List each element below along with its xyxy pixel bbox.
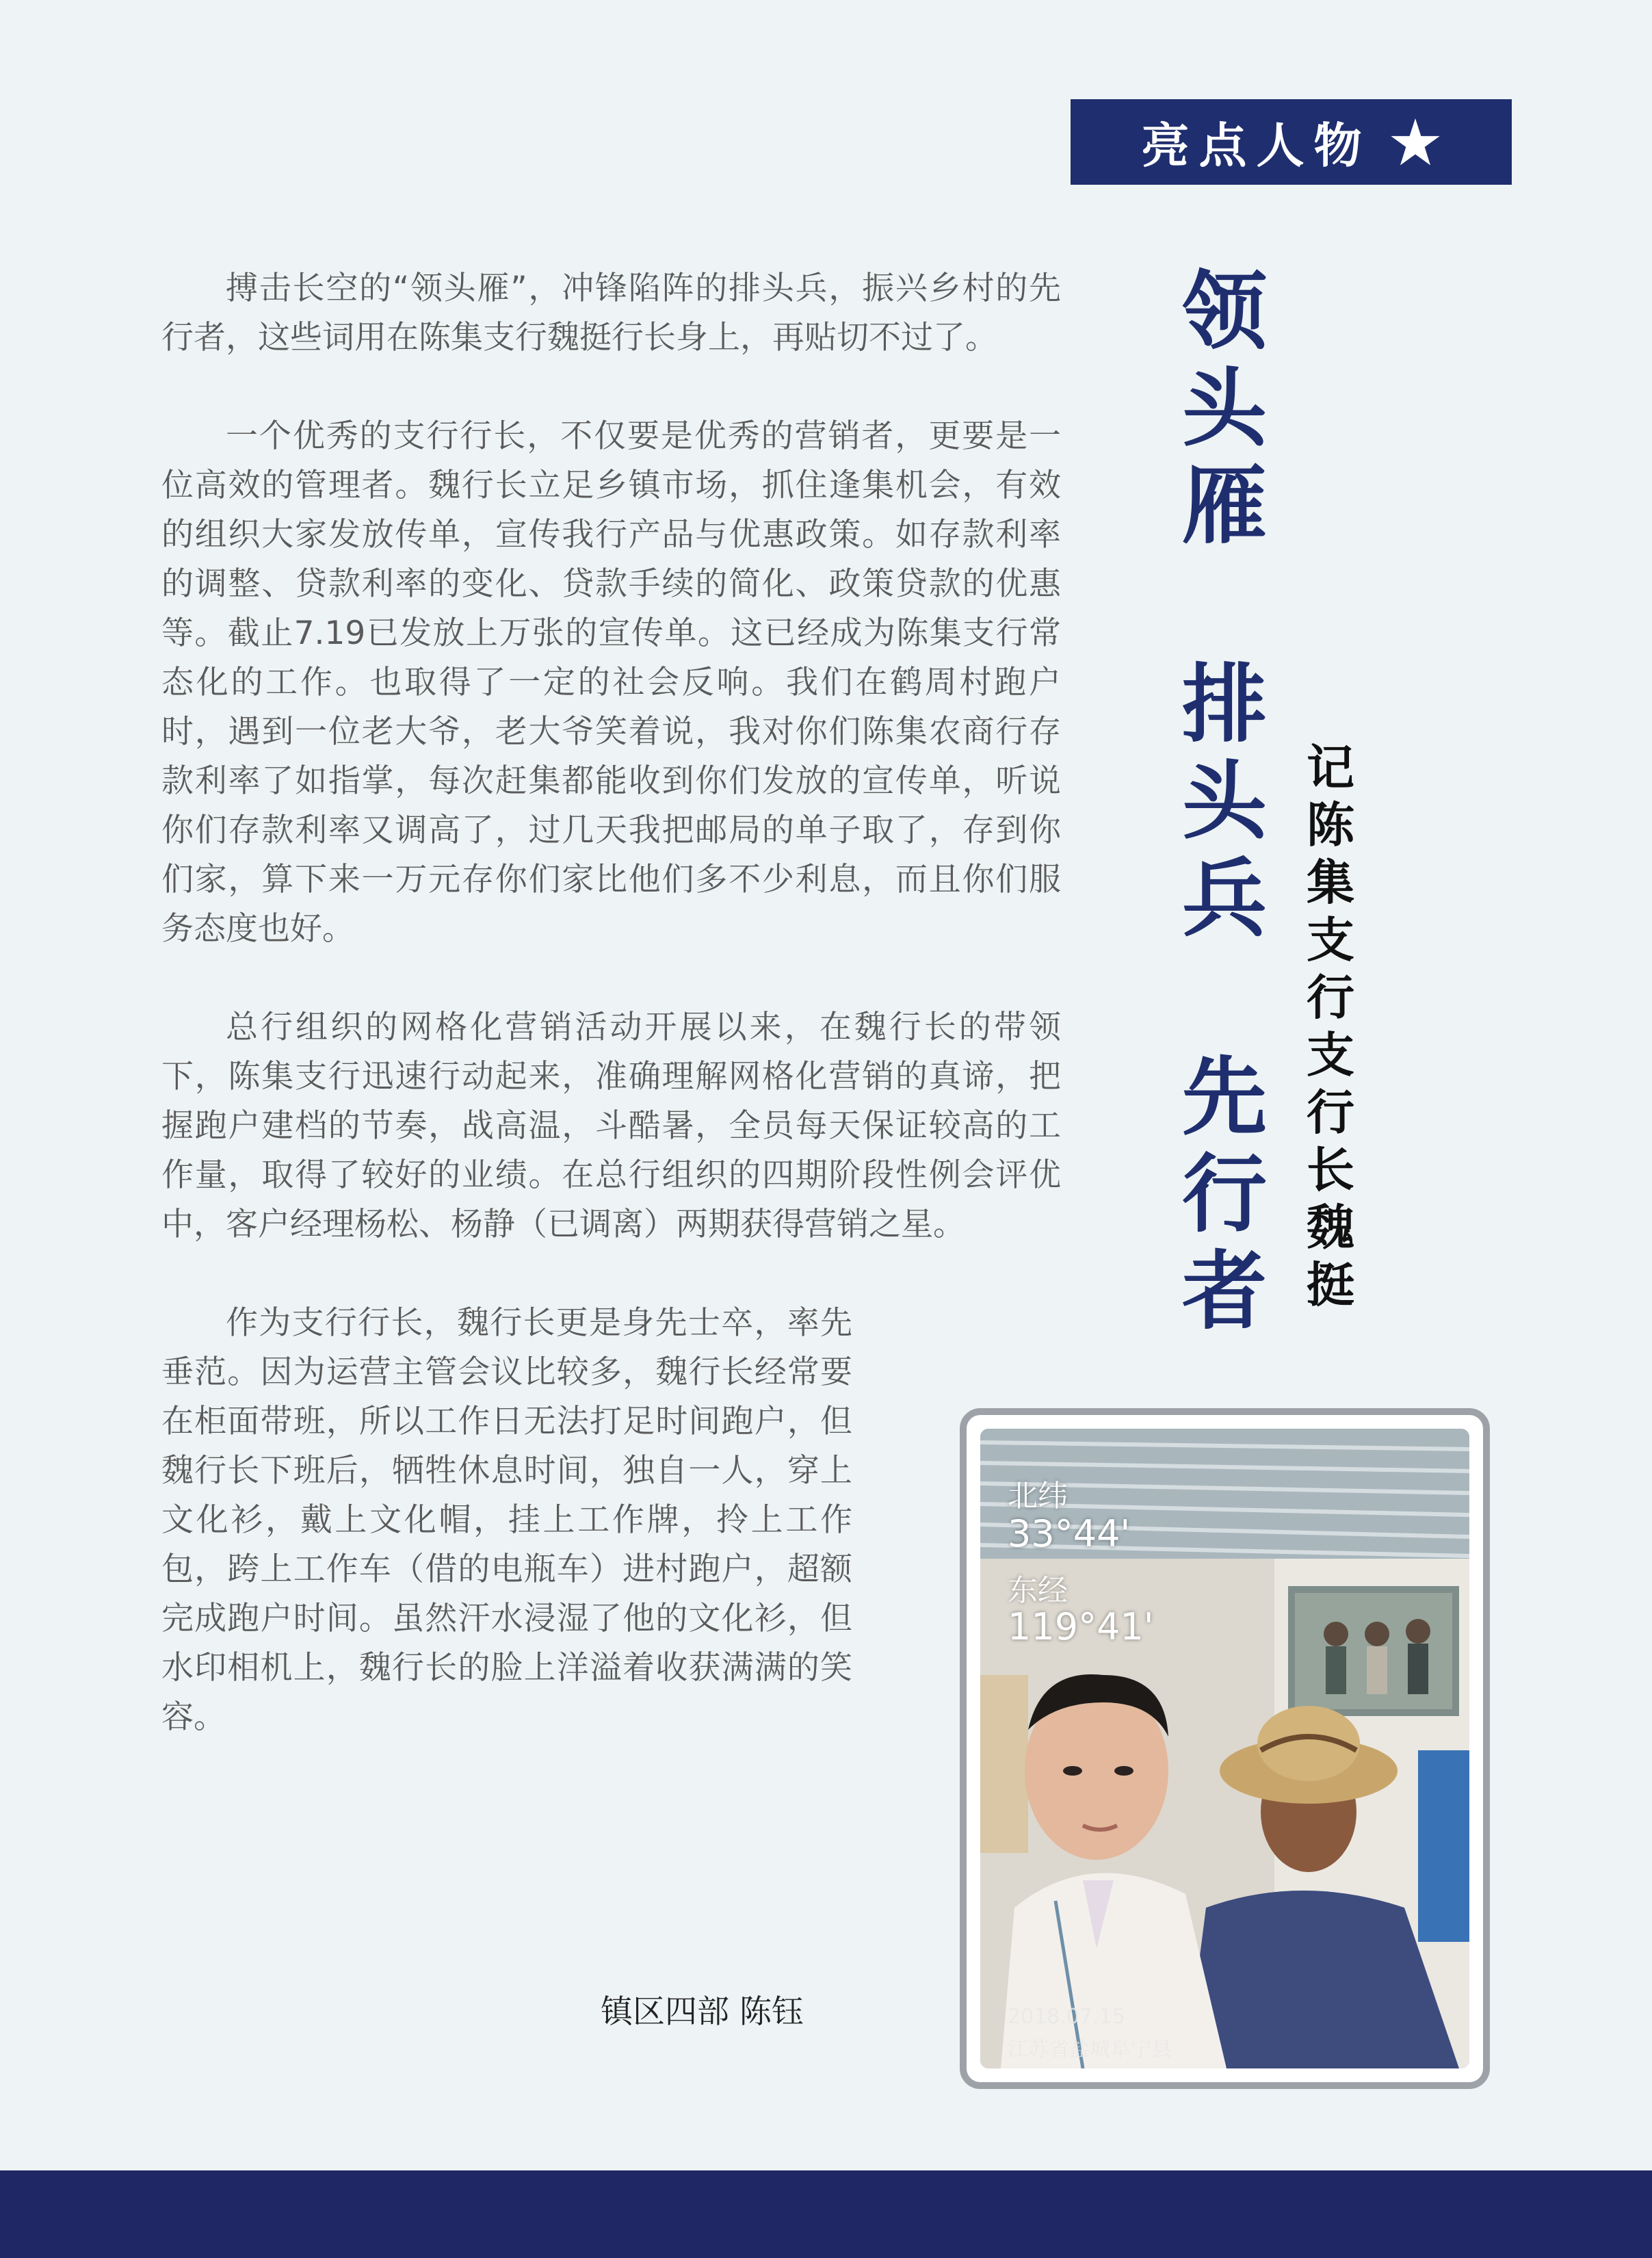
subtitle-char: 支	[1307, 911, 1354, 968]
article-paragraph: 搏击长空的“领头雁”，冲锋陷阵的排头兵，振兴乡村的先行者，这些词用在陈集支行魏挺行长身上，再贴切不过了。	[161, 270, 1061, 356]
article-paragraph: 一个优秀的支行行长，不仅要是优秀的营销者，更要是一位高效的管理者。魏行长立足乡镇市场，抓住逢集机会，有效的组织大家发放传单，宣传我行产品与优惠政策。如存款利率的调整、贷款利率的变化、贷款手续的简化、政策贷款的优惠等。截止7.19已发放上万张的宣传单。这已经成为陈集支行常态化的工作。也取得了一定的社会反响。我们在鹤周村跑户时，遇到一位老大爷，老大爷笑着说，我对你们陈集农商行存款利率了如指掌，每次赶集都能收到你们发放的宣传单，听说你们存款利率又调高了，过几天我把邮局的单子取了，存到你们家，算下来一万元存你们家比他们多不少利息，而且你们服务态度也好。	[161, 417, 1061, 948]
article-paragraph: 总行组织的网格化营销活动开展以来，在魏行长的带领下，陈集支行迅速行动起来，准确理解网格化营销的真谛，把握跑户建档的节奏，战高温，斗酷暑，全员每天保证较高的工作量，取得了较好的业绩。在总行组织的四期阶段性例会评优中，客户经理杨松、杨静（已调离）两期获得营销之星。	[161, 1009, 1061, 1243]
main-title-char: 者	[1181, 1242, 1267, 1341]
longitude-label: 东经	[1008, 1573, 1068, 1608]
main-title-char: 兵	[1181, 849, 1267, 948]
main-title-char: 雁	[1181, 456, 1267, 556]
main-title-char: 头	[1181, 752, 1267, 851]
subtitle-char: 集	[1307, 854, 1354, 911]
subtitle-char: 记	[1307, 739, 1354, 796]
main-title	[1177, 263, 1272, 1340]
article-body	[161, 264, 1061, 1791]
photo-location-stamp: 江苏省盐城阜宁县	[1008, 2038, 1172, 2062]
subtitle-char: 支	[1307, 1026, 1354, 1083]
main-title-char: 行	[1181, 1145, 1267, 1244]
main-title-char: 头	[1181, 359, 1267, 458]
main-title-char: 排	[1181, 655, 1267, 754]
header-badge-label: 亮点人物	[1141, 117, 1372, 174]
photo-date-stamp: 2018.07.15	[1008, 2005, 1125, 2029]
subtitle-char: 长	[1307, 1141, 1354, 1198]
latitude-value: 33°44'	[1008, 1512, 1131, 1555]
photo-frame	[960, 1408, 1490, 2089]
subtitle-char: 陈	[1307, 796, 1354, 853]
article-paragraph: 作为支行行长，魏行长更是身先士卒，率先垂范。因为运营主管会议比较多，魏行长经常要在柜面带班，所以工作日无法打足时间跑户，但魏行长下班后，牺牲休息时间，独自一人，穿上文化衫，戴上文化帽，挂上工作牌，拎上工作包，跨上工作车（借的电瓶车）进村跑户，超额完成跑户时间。虽然汗水浸湿了他的文化衫，但水印相机上，魏行长的脸上洋溢着收获满满的笑容。	[161, 1304, 852, 1736]
subtitle-char: 行	[1307, 969, 1354, 1026]
subtitle-char: 行	[1307, 1084, 1354, 1141]
subtitle-char: 挺	[1307, 1256, 1354, 1313]
subtitle-char: 魏	[1307, 1199, 1354, 1256]
main-title-char: 领	[1181, 262, 1267, 361]
header-badge	[1071, 99, 1512, 185]
byline: 镇区四部 陈钰	[601, 1993, 804, 2031]
photo	[980, 1429, 1469, 2068]
latitude-label: 北纬	[1008, 1479, 1068, 1514]
star-icon	[1389, 116, 1441, 168]
longitude-value: 119°41'	[1008, 1605, 1154, 1648]
subtitle	[1300, 739, 1361, 1314]
main-title-char: 先	[1181, 1048, 1267, 1147]
footer-bar	[0, 2170, 1652, 2258]
